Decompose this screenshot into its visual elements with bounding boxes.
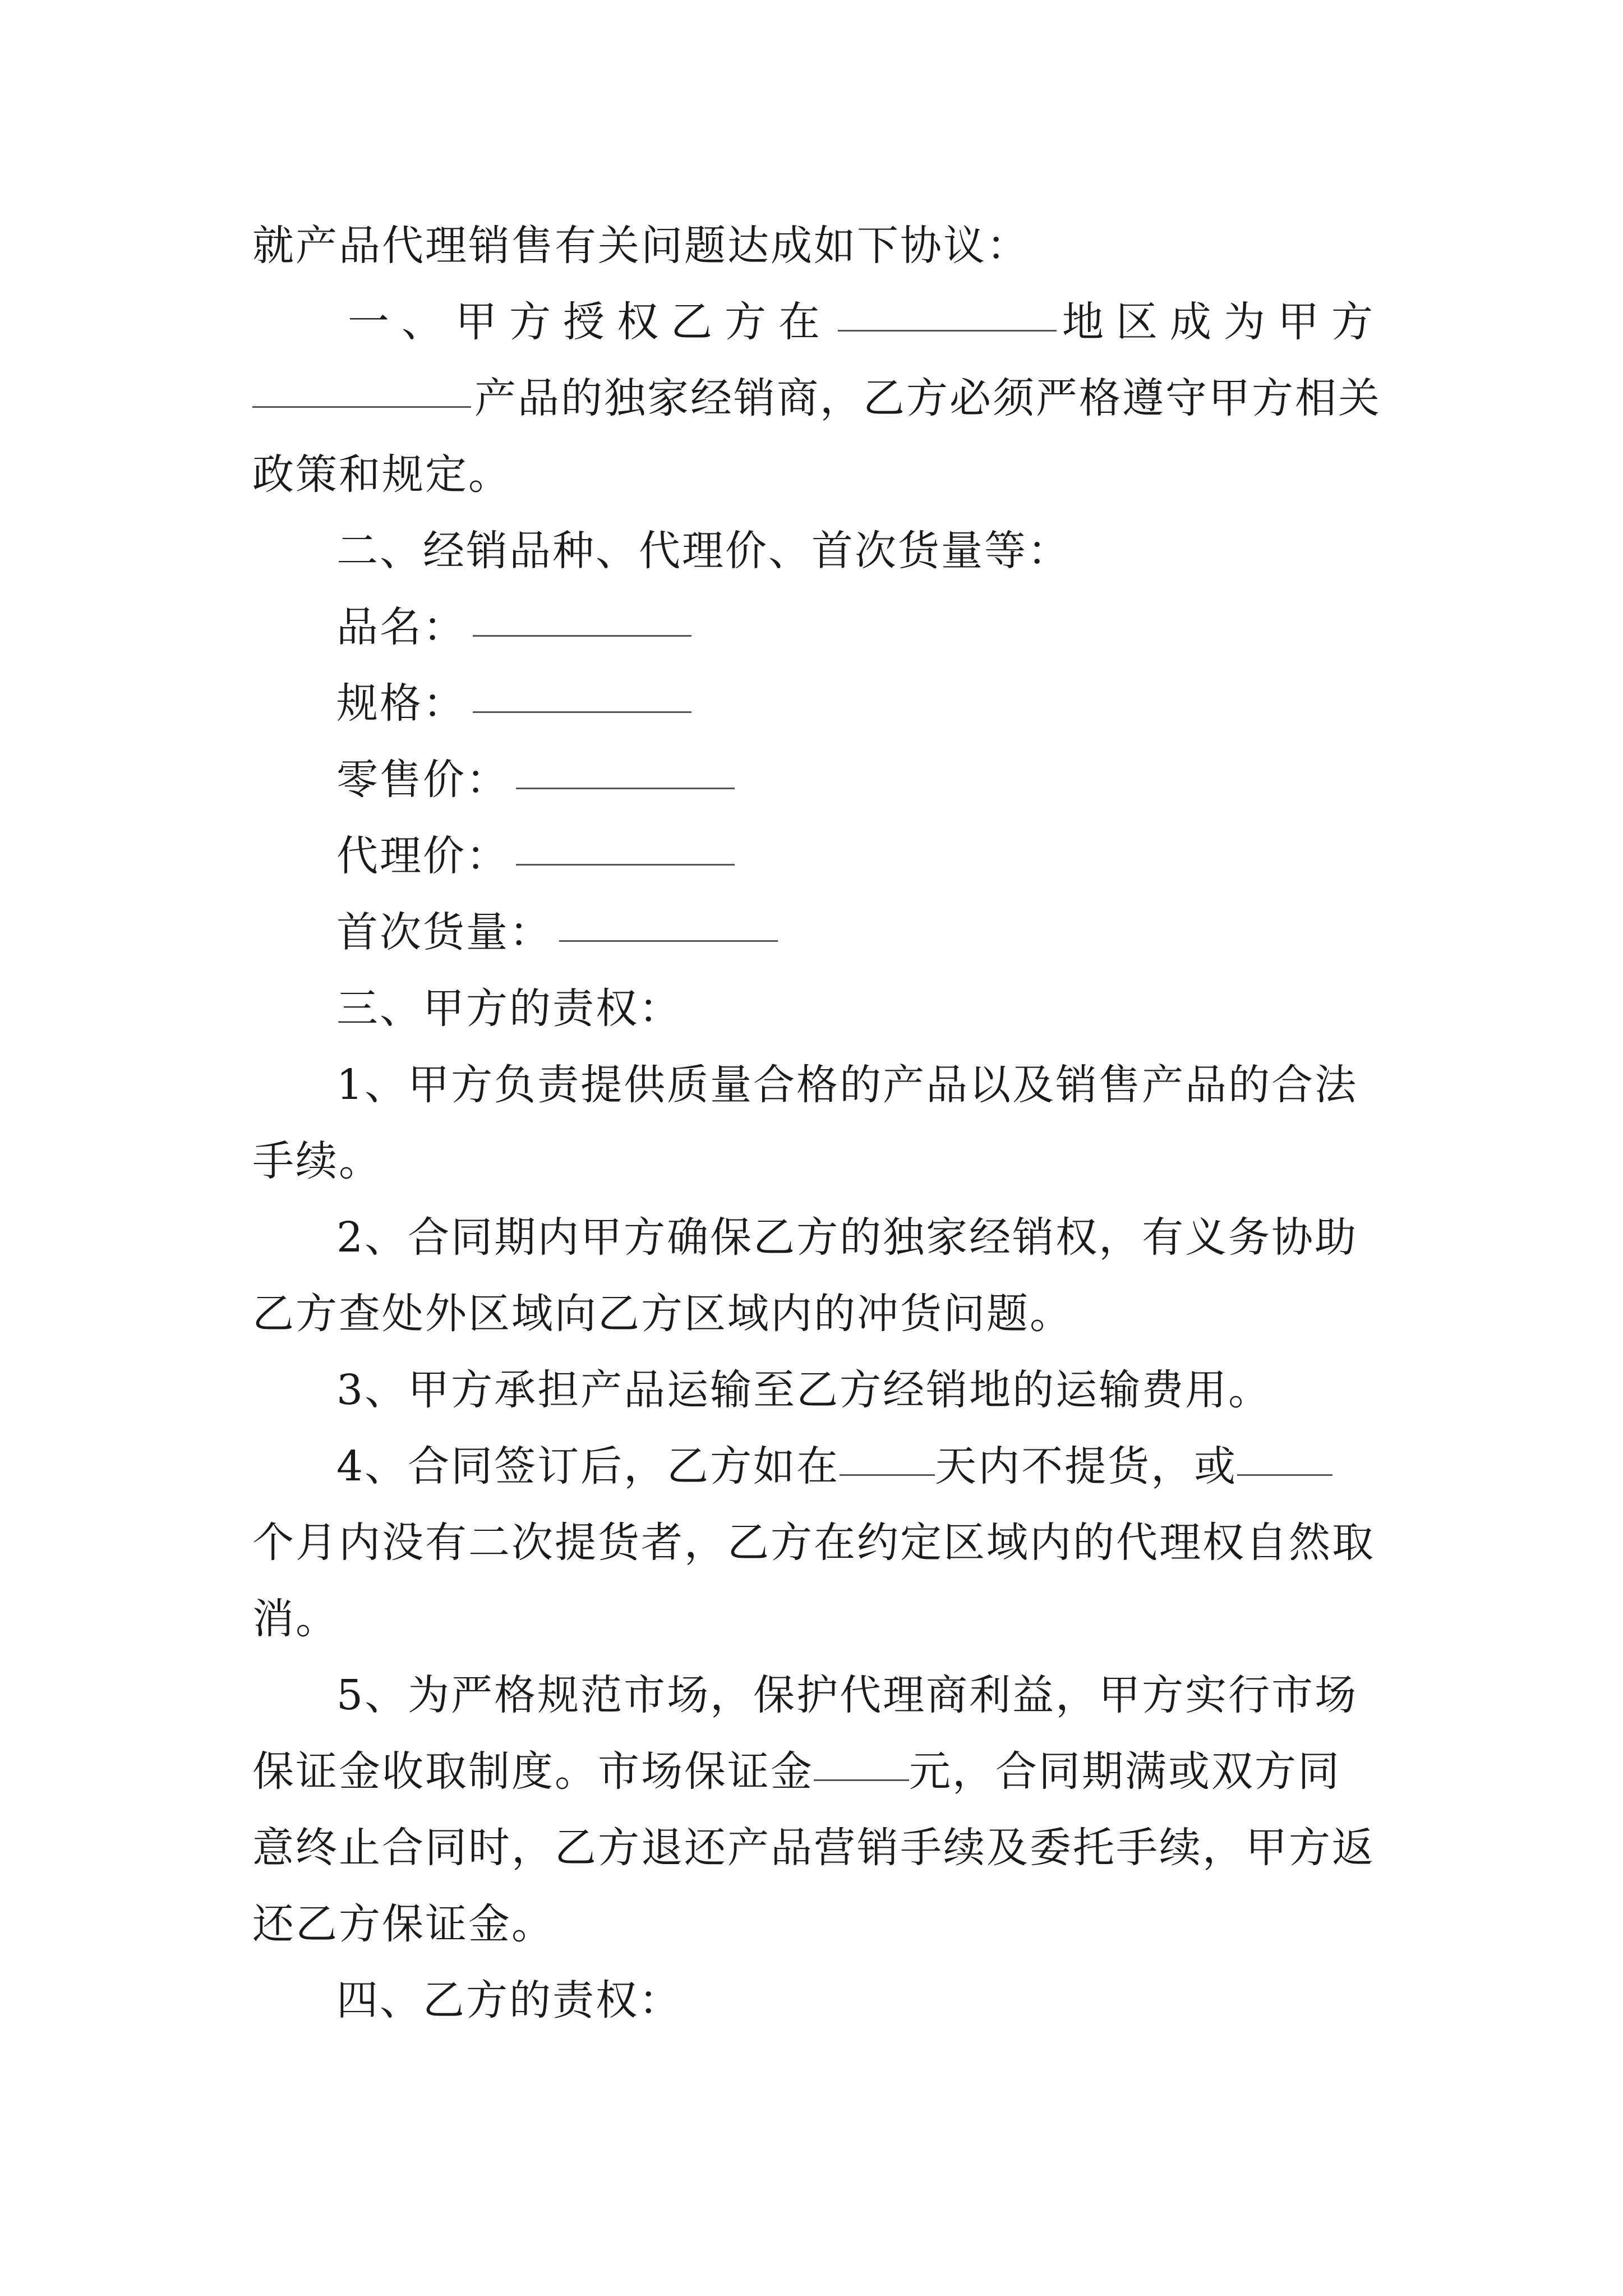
- clause2-title: 二、经销品种、代理价、首次货量等：: [336, 527, 1071, 575]
- field-product-name: [252, 589, 1385, 665]
- intro-line: 就产品代理销售有关问题达成如下协议：: [252, 222, 1030, 270]
- field-label: 首次货量：: [336, 908, 552, 956]
- clause3-title: 三、甲方的责权：: [336, 984, 682, 1033]
- field-label: 规格：: [336, 679, 466, 728]
- retail-price-blank[interactable]: [516, 788, 735, 789]
- clause4-title: 四、乙方的责权：: [336, 1976, 682, 2024]
- clause3-item2-line2: 乙方查处外区域向乙方区域内的冲货问题。: [252, 1290, 1073, 1338]
- field-first-quantity: [252, 894, 1385, 970]
- item4-text-a2: 天内不提货，或: [935, 1442, 1238, 1490]
- clause1-line1: [252, 284, 1385, 360]
- field-label: 代理价：: [336, 832, 509, 880]
- product-name-blank[interactable]: [473, 635, 691, 637]
- item5-text-b2: 元，合同期满或双方同: [909, 1747, 1341, 1796]
- clause3-item1-line1: 1、甲方负责提供质量合格的产品以及销售产品的合法: [336, 1061, 1358, 1109]
- clause1-text-c: 产品的独家经销商，乙方必须严格遵守甲方相关: [474, 374, 1381, 422]
- clause3-item4-line1: [252, 1428, 1385, 1504]
- region-blank[interactable]: [838, 330, 1057, 332]
- clause3-item5-line4: 还乙方保证金。: [252, 1900, 555, 1948]
- field-label: 零售价：: [336, 756, 509, 804]
- field-agent-price: [252, 818, 1385, 894]
- item4-text-a1: 4、合同签订后，乙方如在: [336, 1442, 840, 1490]
- clause1-text-a: 一、甲方授权乙方在: [348, 298, 832, 346]
- months-blank[interactable]: [1237, 1474, 1332, 1476]
- product-blank[interactable]: [252, 406, 471, 408]
- clause1-line2: [252, 360, 1385, 436]
- clause3-item3: 3、甲方承担产品运输至乙方经销地的运输费用。: [336, 1366, 1272, 1414]
- agent-price-blank[interactable]: [516, 864, 735, 866]
- clause1-text-b: 地区成为甲方: [1062, 298, 1385, 346]
- clause3-item5-line2: [252, 1733, 1385, 1810]
- clause3-item5-line1: 5、为严格规范市场，保护代理商利益，甲方实行市场: [336, 1671, 1358, 1719]
- clause3-item2-line1: 2、合同期内甲方确保乙方的独家经销权，有义务协助: [336, 1213, 1358, 1262]
- contract-page: [252, 208, 1385, 2039]
- item5-text-b1: 保证金收取制度。市场保证金: [252, 1747, 814, 1796]
- clause3-item4-line2: 个月内没有二次提货者，乙方在约定区域内的代理权自然取: [252, 1519, 1375, 1567]
- deposit-blank[interactable]: [814, 1779, 909, 1781]
- clause1-line3: 政策和规定。: [252, 450, 511, 499]
- days-blank[interactable]: [840, 1474, 935, 1476]
- first-quantity-blank[interactable]: [559, 940, 778, 942]
- clause3-item4-line3: 消。: [252, 1595, 339, 1643]
- field-label: 品名：: [336, 603, 466, 651]
- field-spec: [252, 665, 1385, 742]
- field-retail-price: [252, 742, 1385, 818]
- clause3-item1-line2: 手续。: [252, 1137, 382, 1185]
- spec-blank[interactable]: [473, 711, 691, 713]
- clause3-item5-line3: 意终止合同时，乙方退还产品营销手续及委托手续，甲方返: [252, 1824, 1375, 1872]
